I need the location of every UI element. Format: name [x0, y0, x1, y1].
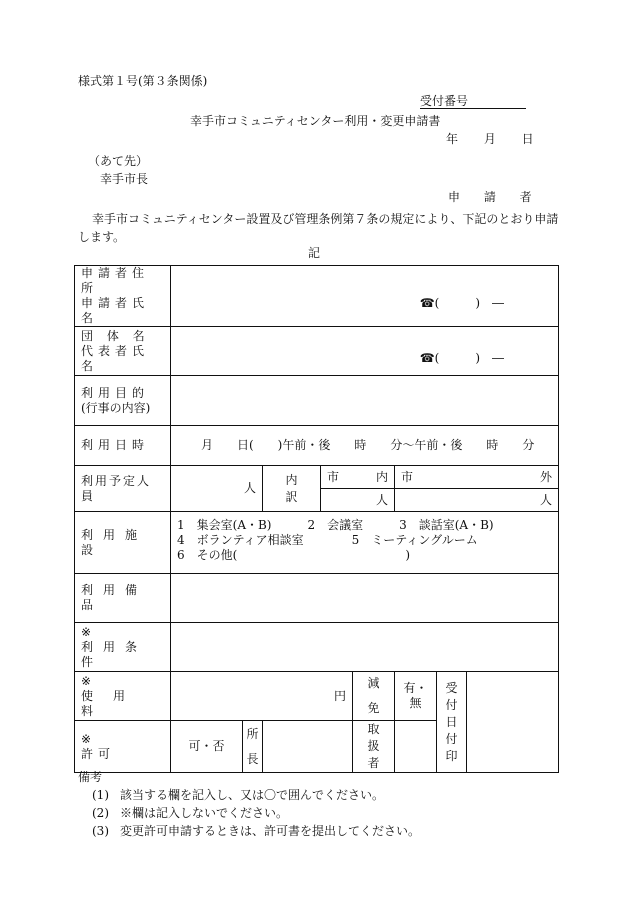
- expected-people-label: 利用予定人員: [75, 466, 171, 512]
- permit-mark: ※: [81, 731, 97, 746]
- date-line: 年 月 日: [446, 132, 534, 146]
- note-number: (3): [92, 824, 109, 838]
- conditions-label-cell: [75, 623, 171, 672]
- note-number: (1): [92, 788, 109, 802]
- people-count-cell[interactable]: [171, 466, 263, 512]
- handler-cell: [353, 721, 395, 773]
- addressee: （あて先）: [88, 154, 149, 168]
- exemption-1: 減: [367, 676, 380, 690]
- city-in-unit: 人: [375, 492, 388, 507]
- ki-label: 記: [308, 246, 321, 260]
- yes-no-label: 有・無: [403, 681, 428, 710]
- conditions-input-cell: [171, 623, 559, 672]
- director-stamp-area: [263, 721, 353, 773]
- receipt-stamp-label-cell: [437, 672, 467, 773]
- group-label-cell: [75, 327, 171, 376]
- exemption-cell: [353, 672, 395, 721]
- group-tel: ☎( ) ―: [419, 351, 504, 365]
- datetime-value: 月 日( )午前・後 時 分〜午前・後 時 分: [201, 438, 535, 452]
- fee-row: [75, 672, 559, 721]
- city-out-count[interactable]: [395, 489, 559, 512]
- receipt-stamp-char-5: 印: [445, 748, 458, 763]
- permit-label: 許可: [81, 746, 116, 761]
- receipt-number-label: 受付番号: [420, 94, 526, 109]
- fee-mark: ※: [81, 673, 112, 688]
- receipt-stamp-char-4: 付: [445, 731, 458, 746]
- note-item: [78, 804, 420, 822]
- city-out-header: [395, 466, 559, 489]
- fee-label: 使用料: [81, 688, 146, 718]
- handler-stamp-area: [395, 721, 437, 773]
- notes-section: [78, 768, 420, 840]
- applicant-input-cell[interactable]: [171, 266, 559, 327]
- facility-line-3: 6 その他( ): [177, 548, 410, 562]
- director-2: 長: [246, 751, 259, 766]
- note-text: 変更許可申請するときは、許可書を提出してください。: [120, 824, 421, 838]
- ka-hi-cell: [171, 721, 243, 773]
- city-in-header: [321, 466, 395, 489]
- conditions-label: 利用条件: [81, 639, 148, 669]
- city-out-1: 市: [401, 469, 414, 484]
- handler-2: 扱: [367, 739, 380, 753]
- permit-label-cell: [75, 721, 171, 773]
- purpose-label-cell: [75, 376, 171, 426]
- group-row: [75, 327, 559, 376]
- note-number: (2): [92, 806, 109, 820]
- representative-name-label: 代表者氏名: [81, 343, 150, 373]
- fee-amount-cell: [171, 672, 353, 721]
- purpose-row: [75, 376, 559, 426]
- applicant-row: [75, 266, 559, 327]
- ka-hi-label: 可・否: [188, 739, 225, 753]
- city-in-1: 市: [327, 469, 340, 484]
- receipt-stamp-area: [467, 672, 559, 773]
- equipment-label: 利用備品: [75, 574, 171, 623]
- yes-no-cell: [395, 672, 437, 721]
- facility-line-2: 4 ボランティア相談室 5 ミーティングルーム: [177, 533, 478, 547]
- applicant-tel: ☎( ) ―: [419, 296, 504, 310]
- city-out-2: 外: [539, 469, 552, 484]
- equipment-row: [75, 574, 559, 623]
- applicant-label: 申 請 者: [448, 190, 542, 204]
- director-1: 所: [246, 726, 259, 741]
- note-item: [78, 786, 420, 804]
- applicant-label-cell: [75, 266, 171, 327]
- equipment-input-cell[interactable]: [171, 574, 559, 623]
- facility-label: 利用施設: [75, 512, 171, 574]
- document-title: 幸手市コミュニティセンター利用・変更申請書: [190, 114, 441, 128]
- people-unit: 人: [243, 481, 256, 495]
- receipt-stamp-char-3: 日: [445, 714, 458, 729]
- facility-line-1: 1 集会室(A・B) 2 会議室 3 談話室(A・B): [177, 518, 494, 532]
- mayor: 幸手市長: [100, 172, 149, 186]
- handler-3: 者: [367, 756, 380, 770]
- group-name-label: 団 体 名: [81, 328, 150, 343]
- breakdown-2: 訳: [285, 489, 298, 504]
- notes-title: 備考: [78, 770, 103, 784]
- form-number: 様式第１号(第３条関係): [78, 74, 208, 88]
- purpose-label: 利用目的: [81, 385, 150, 400]
- body-line-2: します。: [78, 230, 126, 244]
- applicant-name-label: 申請者氏名: [81, 296, 150, 325]
- datetime-row: [75, 426, 559, 466]
- datetime-input-cell[interactable]: [171, 426, 559, 466]
- city-in-count[interactable]: [321, 489, 395, 512]
- fee-label-cell: [75, 672, 171, 721]
- conditions-mark: ※: [81, 624, 102, 639]
- group-input-cell[interactable]: [171, 327, 559, 376]
- receipt-stamp-char-1: 受: [445, 680, 458, 695]
- yen-label: 円: [333, 688, 346, 703]
- director-cell: [243, 721, 263, 773]
- purpose-input-cell[interactable]: [171, 376, 559, 426]
- applicant-address-label: 申請者住所: [81, 266, 150, 295]
- application-form-table: [74, 265, 559, 773]
- note-text: ※欄は記入しないでください。: [120, 806, 289, 820]
- purpose-sub-label: (行事の内容): [81, 400, 151, 415]
- city-out-unit: 人: [539, 492, 552, 507]
- breakdown-cell: [263, 466, 321, 512]
- breakdown-1: 内: [285, 472, 298, 487]
- receipt-stamp-char-2: 付: [445, 697, 458, 712]
- handler-1: 取: [367, 722, 380, 736]
- city-in-2: 内: [375, 469, 388, 484]
- facility-row: [75, 512, 559, 574]
- datetime-label: 利用日時: [75, 426, 171, 466]
- conditions-row: [75, 623, 559, 672]
- facility-options-cell[interactable]: [171, 512, 559, 574]
- note-item: [78, 822, 420, 840]
- people-row-1: [75, 466, 559, 489]
- exemption-2: 免: [367, 701, 380, 715]
- note-text: 該当する欄を記入し、又は〇で囲んでください。: [120, 788, 385, 802]
- body-line-1: 幸手市コミュニティセンター設置及び管理条例第７条の規定により、下記のとおり申請: [92, 212, 559, 226]
